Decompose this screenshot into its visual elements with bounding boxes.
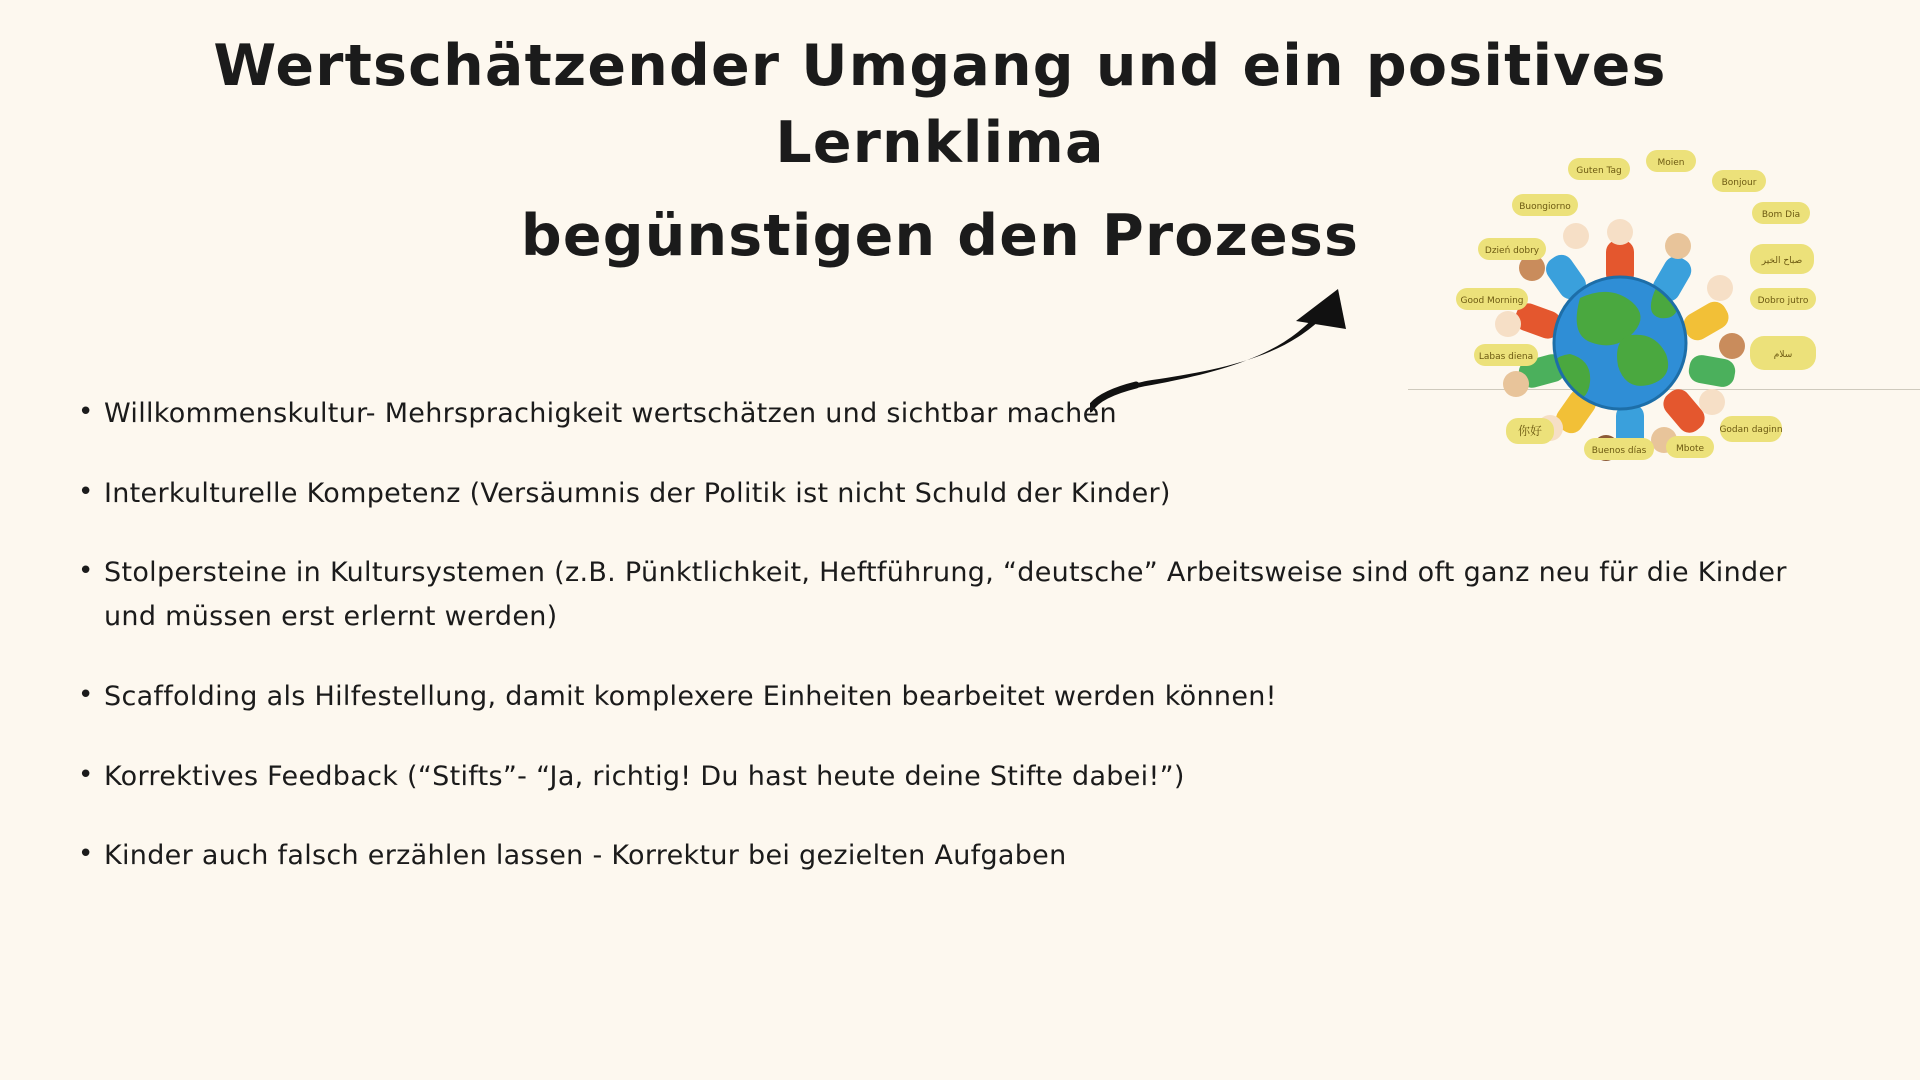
svg-text:Bonjour: Bonjour	[1721, 178, 1757, 188]
title-line-1: Wertschätzender Umgang und ein positives Lernklima	[213, 33, 1667, 176]
title-line-2: begünstigen den Prozess	[520, 202, 1360, 269]
svg-text:你好: 你好	[1517, 424, 1543, 438]
svg-text:Mbote: Mbote	[1675, 444, 1705, 454]
svg-text:Guten Tag: Guten Tag	[1576, 166, 1622, 176]
bullet-marker-icon: •	[78, 839, 94, 870]
list-item	[78, 675, 1838, 719]
svg-text:Buongiorno: Buongiorno	[1519, 202, 1571, 212]
bullet-text: Kinder auch falsch erzählen lassen - Korrektur bei gezielten Aufgaben	[104, 840, 1067, 872]
bullet-marker-icon: •	[78, 556, 94, 587]
bullet-marker-icon: •	[78, 759, 94, 790]
bullet-marker-icon: •	[78, 679, 94, 710]
svg-text:Dzień dobry: Dzień dobry	[1484, 246, 1540, 256]
svg-text:Godan daginn: Godan daginn	[1719, 425, 1783, 435]
list-item	[78, 551, 1838, 638]
svg-text:Labas diena: Labas diena	[1478, 352, 1534, 362]
svg-text:سلام: سلام	[1773, 350, 1793, 360]
svg-text:Moien: Moien	[1657, 158, 1685, 168]
bullet-text: Interkulturelle Kompetenz (Versäumnis der Politik ist nicht Schuld der Kinder)	[104, 477, 1171, 509]
bullet-text: Korrektives Feedback (“Stifts”- “Ja, richtig! Du hast heute deine Stifte dabei!”)	[104, 760, 1185, 792]
list-item	[78, 392, 1838, 436]
svg-text:Dobro jutro: Dobro jutro	[1757, 296, 1809, 306]
bullet-text: Willkommenskultur- Mehrsprachigkeit wertschätzen und sichtbar machen	[104, 398, 1117, 429]
bullet-text: Scaffolding als Hilfestellung, damit komplexere Einheiten bearbeitet werden können!	[104, 680, 1277, 712]
bullet-marker-icon: •	[78, 397, 94, 427]
list-item	[78, 755, 1838, 799]
page-title	[90, 28, 1790, 275]
svg-text:صباح الخير: صباح الخير	[1761, 256, 1803, 266]
bullet-marker-icon: •	[78, 476, 94, 507]
svg-text:Good Morning: Good Morning	[1460, 296, 1524, 306]
svg-text:Bom Dia: Bom Dia	[1761, 210, 1801, 220]
list-item	[78, 472, 1838, 516]
svg-text:Buenos días: Buenos días	[1591, 446, 1647, 456]
list-item	[78, 834, 1838, 878]
bullet-text: Stolpersteine in Kultursystemen (z.B. Pünktlichkeit, Heftführung, “deutsche” Arbeitsweise sind oft ganz neu für die Kinder und müssen erst erlernt werden)	[104, 557, 1787, 633]
bullet-list	[78, 392, 1838, 914]
